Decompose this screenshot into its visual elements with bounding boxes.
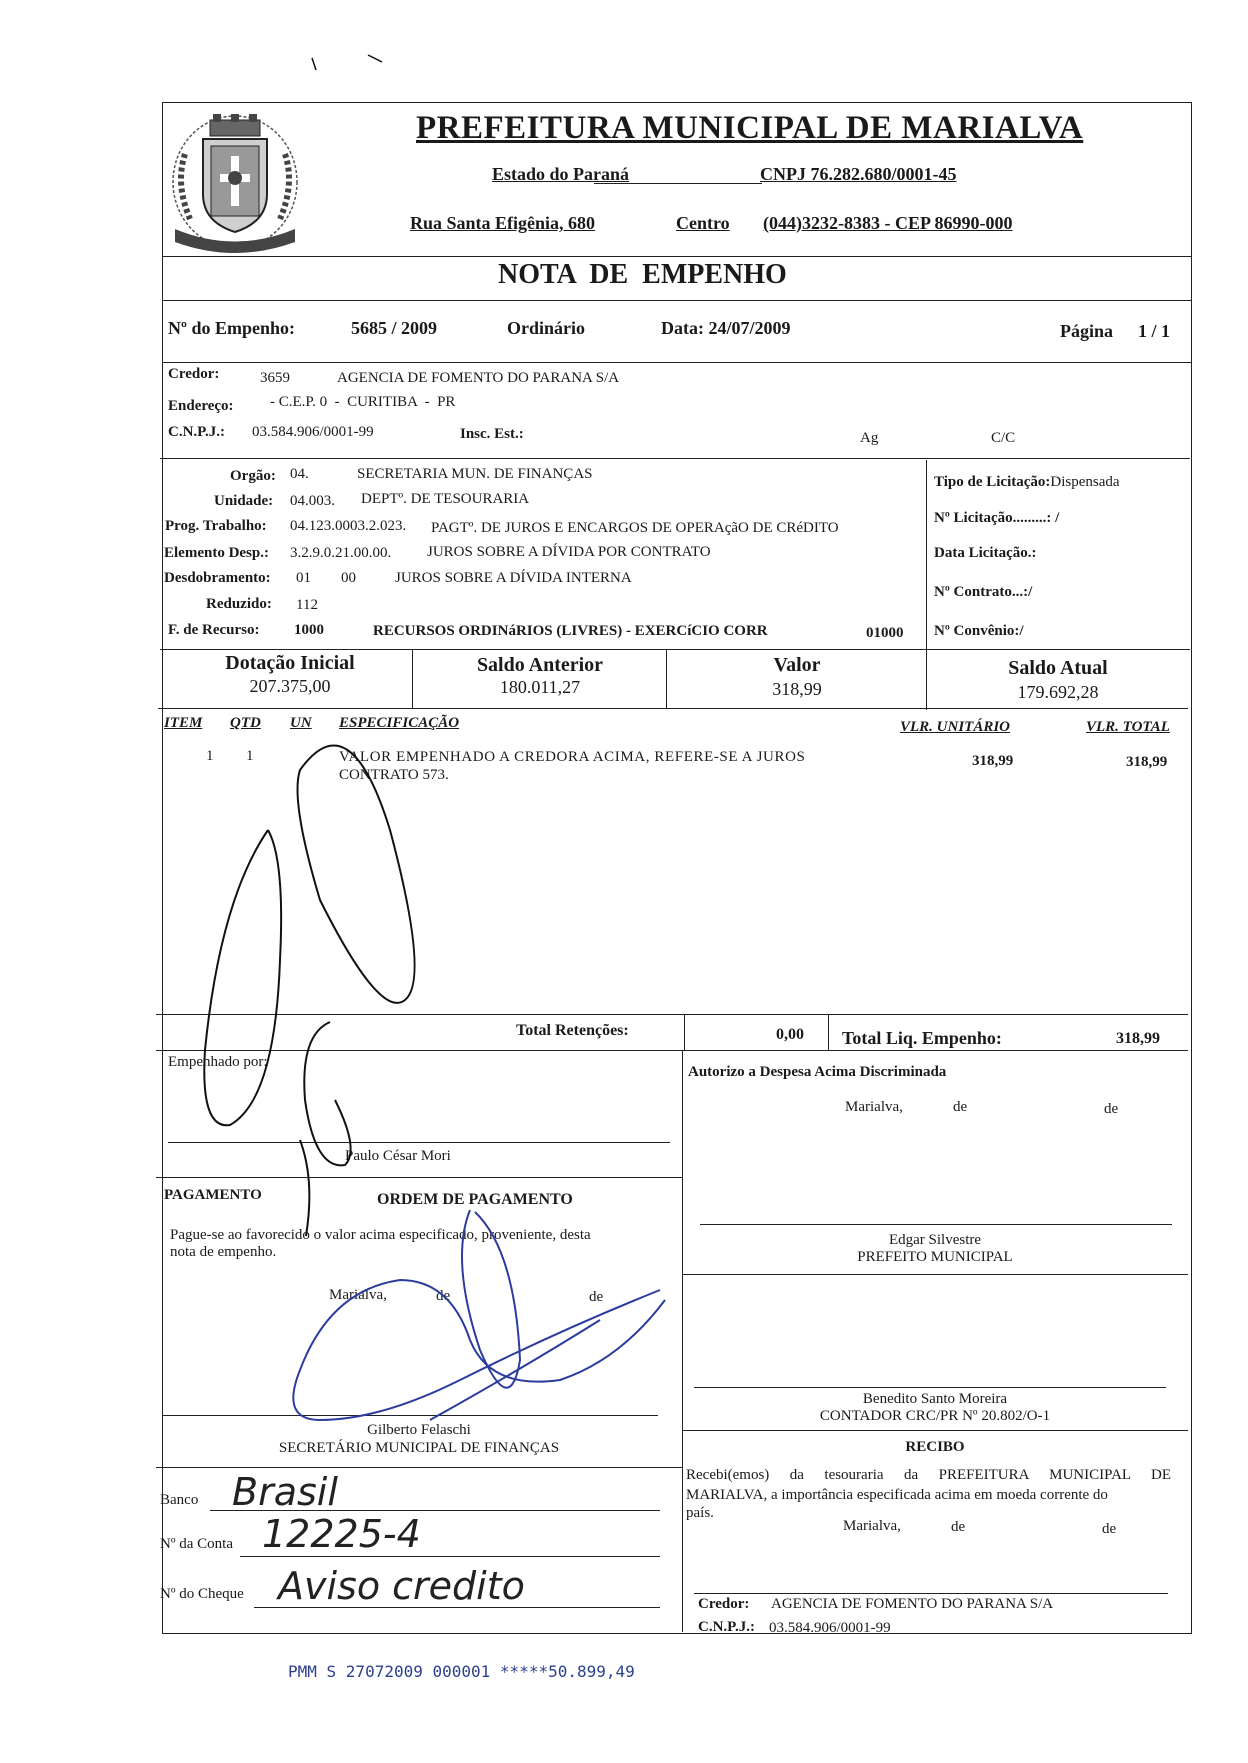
desdobramento-name: JUROS SOBRE A DÍVIDA INTERNA [395, 570, 632, 586]
item-row-qtd: 1 [246, 748, 254, 764]
secretario-signer: Gilberto Felaschi [367, 1422, 471, 1438]
autorizo-de2: de [1104, 1101, 1119, 1117]
empenho-date: Data: 24/07/2009 [661, 318, 791, 338]
item-row-number: 1 [206, 748, 214, 764]
elemento-code: 3.2.9.0.21.00.00. [290, 545, 392, 561]
recurso-label: F. de Recurso: [168, 622, 260, 638]
empenho-type: Ordinário [507, 318, 586, 338]
prog-label: Prog. Trabalho: [165, 518, 267, 534]
empenho-number: 5685 / 2009 [351, 318, 438, 338]
district: Centro [676, 213, 730, 233]
elemento-label: Elemento Desp.: [164, 545, 269, 561]
items-header-total: VLR. TOTAL [1086, 719, 1170, 735]
recibo-credor-label: Credor: [698, 1596, 750, 1612]
orgao-code: 04. [290, 466, 309, 482]
saldo-anterior-value: 180.011,27 [499, 677, 581, 697]
pagamento-place: Marialva, [329, 1287, 387, 1303]
orgao-label: Orgão: [230, 468, 276, 484]
recibo-text-1: Recebi(emos) da tesouraria da PREFEITURA MUNICIPAL DE [686, 1467, 1171, 1483]
recibo-place: Marialva, [843, 1518, 901, 1534]
retencoes-value: 0,00 [776, 1026, 804, 1043]
contador-role: CONTADOR CRC/PR Nº 20.802/O-1 [819, 1408, 1051, 1424]
saldo-atual-label: Saldo Atual [1008, 657, 1108, 679]
convenio-number: Nº Convênio:/ [934, 623, 1024, 639]
saldo-atual-value: 179.692,28 [1017, 682, 1099, 702]
pagamento-de1: de [436, 1288, 451, 1304]
credor-name: AGENCIA DE FOMENTO DO PARANA S/A [337, 370, 620, 386]
reduzido-value: 112 [296, 597, 318, 613]
recurso-code: 1000 [294, 622, 324, 638]
licitacao-type-value: Dispensada [1050, 474, 1120, 490]
dotacao-value: 207.375,00 [249, 676, 331, 696]
cheque-label: Nº do Cheque [160, 1586, 244, 1602]
bank-stamp: PMM S 27072009 000001 *****50.899,49 [288, 1662, 635, 1681]
valor-label: Valor [773, 654, 821, 676]
conta-handwritten: 12225-4 [262, 1512, 421, 1556]
licitacao-type-label-text: Tipo de Licitação: [934, 474, 1051, 490]
page-number: 1 / 1 [1138, 321, 1171, 341]
contador-signer: Benedito Santo Moreira [862, 1391, 1008, 1407]
pagamento-label: PAGAMENTO [164, 1187, 262, 1203]
recurso-name: RECURSOS ORDINáRIOS (LIVRES) - EXERCíCIO CORR [373, 623, 768, 639]
empenhado-signature-loop-1 [298, 746, 415, 1003]
recibo-label: RECIBO [905, 1439, 965, 1455]
pagamento-text-2: nota de empenho. [170, 1244, 277, 1260]
items-header-spec: ESPECIFICAÇÃO [339, 715, 460, 731]
empenhado-signer: Paulo César Mori [345, 1148, 451, 1164]
empenhado-label: Empenhado por: [168, 1054, 268, 1070]
empenhado-signature-loop-3 [304, 1022, 350, 1165]
pen-mark-1 [312, 58, 316, 70]
autorizo-label: Autorizo a Despesa Acima Discriminada [688, 1064, 947, 1080]
recurso-sub: 01000 [866, 625, 904, 641]
credor-code: 3659 [260, 370, 290, 386]
insc-label: Insc. Est.: [460, 426, 524, 442]
cnpj-credor-value: 03.584.906/0001-99 [252, 424, 374, 440]
autorizo-de1: de [953, 1099, 968, 1115]
reduzido-label: Reduzido: [206, 596, 272, 612]
prog-name: PAGTº. DE JUROS E ENCARGOS DE OPERAçãO DE CRéDITO [431, 520, 839, 536]
unidade-label: Unidade: [214, 493, 274, 509]
street-address: Rua Santa Efigênia, 680 [410, 213, 596, 233]
prefeito-signer: Edgar Silvestre [888, 1232, 982, 1248]
recibo-de1: de [951, 1519, 966, 1535]
phone-cep: (044)3232-8383 - CEP 86990-000 [763, 213, 1013, 233]
bank-stroke [300, 1140, 309, 1236]
dotacao-label: Dotação Inicial [225, 652, 355, 674]
items-header-item: ITEM [164, 715, 203, 731]
items-header-un: UN [290, 715, 312, 731]
retencoes-label: Total Retenções: [516, 1022, 629, 1039]
cnpj-label: CNPJ 76.282.680/0001-45 [760, 164, 957, 184]
document-title: NOTA DE EMPENHO [498, 259, 787, 290]
items-header-unit: VLR. UNITÁRIO [900, 719, 1011, 735]
unidade-name: DEPTº. DE TESOURARIA [361, 491, 530, 507]
recibo-cnpj-value: 03.584.906/0001-99 [769, 1620, 891, 1636]
desdobramento-code: 01 00 [296, 570, 356, 586]
pagamento-de2: de [589, 1289, 604, 1305]
state-label: Estado do Paraná [492, 164, 630, 184]
item-row-unit: 318,99 [972, 753, 1014, 769]
licitacao-number: Nº Licitação.........: / [934, 510, 1060, 526]
recibo-text-3: país. [686, 1505, 714, 1521]
recibo-cnpj-label: C.N.P.J.: [698, 1619, 755, 1635]
valor-value: 318,99 [772, 679, 822, 699]
item-row-total: 318,99 [1126, 754, 1168, 770]
page-title: PREFEITURA MUNICIPAL DE MARIALVA [416, 110, 1084, 146]
autorizo-place: Marialva, [845, 1099, 903, 1115]
crest-banner-text: MARIALVA [213, 232, 257, 242]
item-row-spec-2: CONTRATO 573. [339, 767, 449, 783]
secretario-signature-1 [462, 1210, 520, 1388]
liquido-value: 318,99 [1116, 1030, 1160, 1047]
page-label: Página [1060, 321, 1114, 341]
recibo-credor-name: AGENCIA DE FOMENTO DO PARANA S/A [771, 1596, 1054, 1612]
contrato-number: Nº Contrato...:/ [934, 584, 1033, 600]
cheque-handwritten: Aviso credito [278, 1564, 525, 1608]
address-value: - C.E.P. 0 - CURITIBA - PR [270, 394, 456, 410]
empenhado-signature-loop-2 [204, 830, 281, 1125]
ag-label: Ag [860, 430, 879, 446]
banco-label: Banco [160, 1492, 199, 1508]
items-header-qtd: QTD [230, 715, 261, 731]
saldo-anterior-label: Saldo Anterior [476, 654, 604, 676]
cnpj-credor-label: C.N.P.J.: [168, 424, 225, 440]
elemento-name: JUROS SOBRE A DÍVIDA POR CONTRATO [427, 544, 711, 560]
unidade-code: 04.003. [290, 493, 335, 509]
cc-label: C/C [991, 430, 1016, 446]
address-label: Endereço: [168, 398, 234, 414]
credor-label: Credor: [168, 366, 220, 382]
item-row-spec-1: VALOR EMPENHADO A CREDORA ACIMA, REFERE-SE A JUROS [339, 749, 806, 765]
orgao-name: SECRETARIA MUN. DE FINANÇAS [357, 466, 593, 482]
ordem-pagamento-label: ORDEM DE PAGAMENTO [377, 1191, 573, 1208]
prefeito-role: PREFEITO MUNICIPAL [857, 1249, 1013, 1265]
prog-code: 04.123.0003.2.023. [290, 518, 407, 534]
desdobramento-label: Desdobramento: [164, 570, 271, 586]
pen-mark-2 [368, 55, 382, 62]
liquido-label: Total Liq. Empenho: [842, 1028, 1002, 1048]
recibo-text-2: MARIALVA, a importância especificada acima em moeda corrente do [686, 1487, 1108, 1503]
recibo-de2: de [1102, 1521, 1117, 1537]
banco-handwritten: Brasil [232, 1470, 338, 1514]
conta-label: Nº da Conta [160, 1536, 233, 1552]
licitacao-date: Data Licitação.: [934, 545, 1037, 561]
secretario-signature-3 [430, 1320, 600, 1420]
secretario-role: SECRETÁRIO MUNICIPAL DE FINANÇAS [278, 1440, 560, 1456]
empenho-number-label: Nº do Empenho: [168, 318, 295, 338]
pagamento-text-1: Pague-se ao favorecido o valor acima especificado, proveniente, desta [170, 1227, 591, 1243]
